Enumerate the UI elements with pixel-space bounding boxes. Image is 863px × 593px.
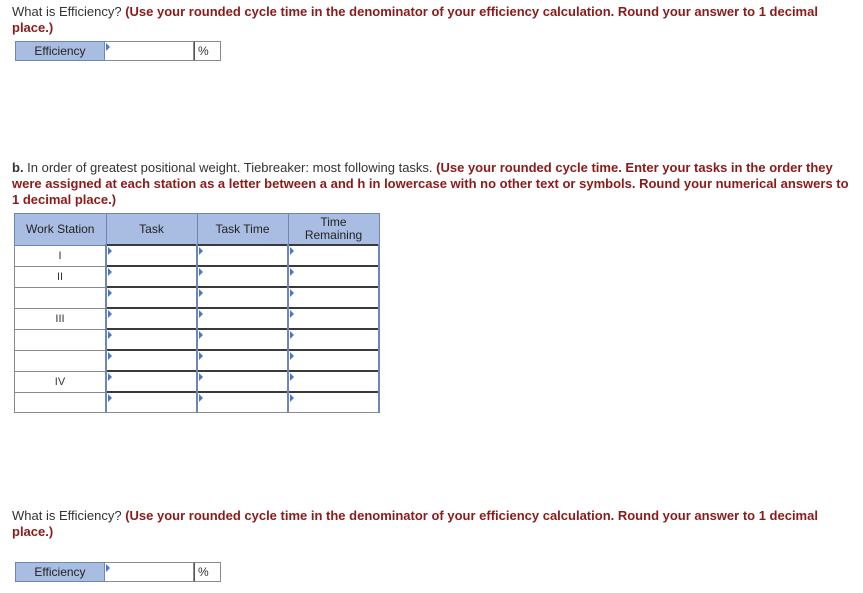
input-marker-icon <box>290 373 294 381</box>
task-input[interactable] <box>106 245 197 266</box>
time-remaining-input[interactable] <box>288 350 379 371</box>
time-remaining-input[interactable] <box>288 392 379 413</box>
work-station-table <box>14 213 380 413</box>
header-task-time: Task Time <box>197 214 288 246</box>
station-label: II <box>15 266 107 287</box>
table-row <box>15 245 380 266</box>
input-marker-icon <box>108 268 112 276</box>
input-marker-icon <box>290 310 294 318</box>
question-instruction: (Use your rounded cycle time. Enter your tasks in the order they were assigned at each station as a letter between a and h in lowercase with no other text or symbols. Round your numerical answers to 1 decimal place.) <box>12 160 849 207</box>
station-label: IV <box>15 371 107 392</box>
input-marker-icon <box>199 247 203 255</box>
input-marker-icon <box>290 352 294 360</box>
input-marker-icon <box>199 352 203 360</box>
input-marker-icon <box>108 289 112 297</box>
station-label: I <box>15 245 107 266</box>
input-marker-icon <box>108 394 112 402</box>
time-remaining-input[interactable] <box>288 371 379 392</box>
header-time-remaining: Time Remaining <box>288 214 379 246</box>
input-marker-icon <box>108 373 112 381</box>
task-input[interactable] <box>106 329 197 350</box>
header-work-station: Work Station <box>15 214 107 246</box>
input-marker-icon <box>106 43 110 51</box>
input-marker-icon <box>199 268 203 276</box>
input-marker-icon <box>108 331 112 339</box>
input-marker-icon <box>290 331 294 339</box>
efficiency-row-1 <box>15 41 221 61</box>
question-instruction: (Use your rounded cycle time in the denominator of your efficiency calculation. Round your answer to 1 decimal place.) <box>12 4 818 35</box>
task-time-input[interactable] <box>197 287 288 308</box>
question-b-prefix: b. <box>12 160 24 175</box>
input-marker-icon <box>290 268 294 276</box>
input-marker-icon <box>108 310 112 318</box>
table-row <box>15 287 380 308</box>
table-row <box>15 371 380 392</box>
header-task: Task <box>106 214 197 246</box>
station-label: III <box>15 308 107 329</box>
task-input[interactable] <box>106 392 197 413</box>
task-time-input[interactable] <box>197 392 288 413</box>
task-time-input[interactable] <box>197 350 288 371</box>
percent-unit: % <box>194 41 221 61</box>
time-remaining-input[interactable] <box>288 245 379 266</box>
task-input[interactable] <box>106 266 197 287</box>
input-marker-icon <box>290 247 294 255</box>
input-marker-icon <box>199 373 203 381</box>
task-input[interactable] <box>106 287 197 308</box>
question-efficiency-2 <box>12 508 862 540</box>
station-label <box>15 392 107 413</box>
station-label <box>15 329 107 350</box>
efficiency-row-2 <box>15 562 221 582</box>
task-time-input[interactable] <box>197 371 288 392</box>
percent-unit: % <box>194 562 221 582</box>
time-remaining-input[interactable] <box>288 308 379 329</box>
efficiency-label: Efficiency <box>15 562 105 582</box>
question-text: What is Efficiency? <box>12 4 126 19</box>
input-marker-icon <box>199 331 203 339</box>
input-marker-icon <box>290 394 294 402</box>
table-row <box>15 329 380 350</box>
input-marker-icon <box>199 394 203 402</box>
question-text: What is Efficiency? <box>12 508 126 523</box>
input-marker-icon <box>108 352 112 360</box>
station-label <box>15 350 107 371</box>
input-marker-icon <box>106 564 110 572</box>
question-b <box>12 160 852 208</box>
task-time-input[interactable] <box>197 329 288 350</box>
input-marker-icon <box>199 310 203 318</box>
table-row <box>15 350 380 371</box>
input-marker-icon <box>108 247 112 255</box>
time-remaining-input[interactable] <box>288 329 379 350</box>
task-input[interactable] <box>106 350 197 371</box>
task-input[interactable] <box>106 308 197 329</box>
task-time-input[interactable] <box>197 245 288 266</box>
question-text: In order of greatest positional weight. Tiebreaker: most following tasks. <box>23 160 437 175</box>
input-marker-icon <box>290 289 294 297</box>
table-row <box>15 392 380 413</box>
station-label <box>15 287 107 308</box>
time-remaining-input[interactable] <box>288 266 379 287</box>
input-marker-icon <box>199 289 203 297</box>
question-instruction: (Use your rounded cycle time in the denominator of your efficiency calculation. Round your answer to 1 decimal place.) <box>12 508 818 539</box>
task-input[interactable] <box>106 371 197 392</box>
table-row <box>15 308 380 329</box>
time-remaining-input[interactable] <box>288 287 379 308</box>
task-time-input[interactable] <box>197 266 288 287</box>
table-row <box>15 266 380 287</box>
efficiency-label: Efficiency <box>15 41 105 61</box>
efficiency-input-2[interactable] <box>105 562 194 582</box>
question-efficiency-1 <box>12 4 832 36</box>
task-time-input[interactable] <box>197 308 288 329</box>
efficiency-input-1[interactable] <box>105 41 194 61</box>
